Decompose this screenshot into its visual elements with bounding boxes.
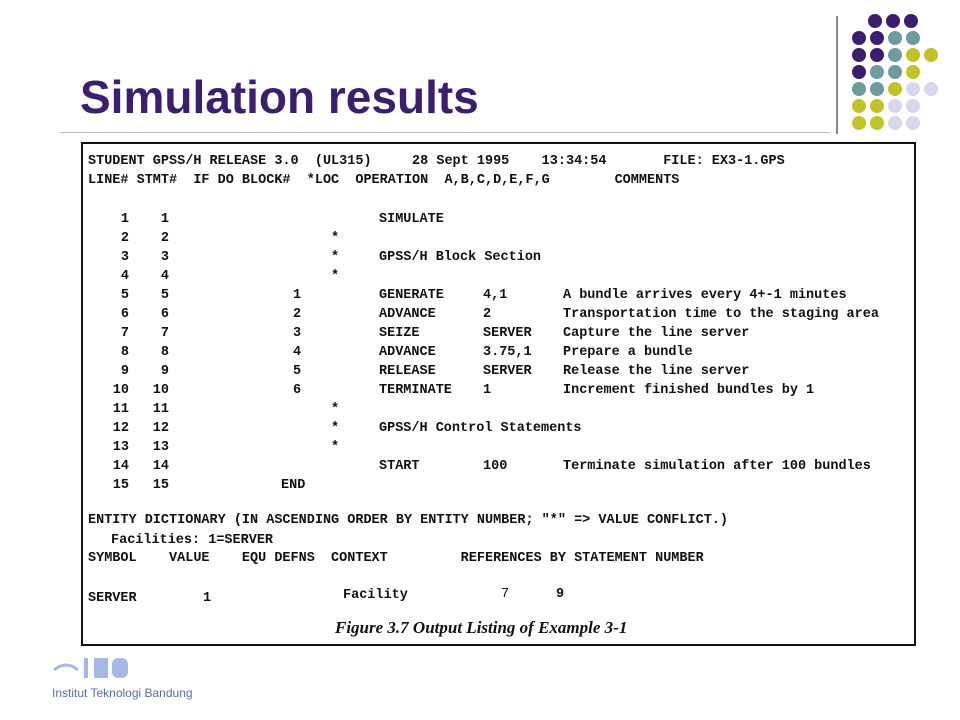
itb-logo bbox=[52, 652, 202, 712]
listing-line-number: 11 bbox=[112, 402, 129, 417]
divider-vertical bbox=[836, 16, 838, 134]
itb-logo-text: Institut Teknologi Bandung bbox=[52, 686, 193, 700]
listing-location-marker: * bbox=[331, 231, 340, 246]
listing-operation: GPSS/H Block Section bbox=[379, 250, 542, 265]
listing-block-number: 3 bbox=[293, 326, 302, 341]
listing-line-number: 7 bbox=[120, 326, 129, 341]
listing-operation: ADVANCE bbox=[379, 345, 436, 360]
symbol-context: Facility bbox=[343, 588, 408, 603]
decor-dot bbox=[904, 14, 918, 28]
decor-dot bbox=[906, 31, 920, 45]
decor-dot bbox=[906, 48, 920, 62]
listing-operation: SIMULATE bbox=[379, 212, 444, 227]
listing-operation: GENERATE bbox=[379, 288, 444, 303]
listing-statement-number: 12 bbox=[152, 421, 169, 436]
decor-dot bbox=[870, 31, 884, 45]
listing-comment: A bundle arrives every 4+-1 minutes bbox=[563, 288, 847, 303]
decor-dot bbox=[852, 82, 866, 96]
listing-operands: 3.75,1 bbox=[483, 345, 532, 360]
listing-header-line2: LINE# STMT# IF DO BLOCK# *LOC OPERATION A,B,C,D,E,F,G COMMENTS bbox=[88, 173, 680, 188]
decor-dot bbox=[888, 82, 902, 96]
listing-line-number: 4 bbox=[120, 269, 129, 284]
itb-logo-mark bbox=[52, 656, 192, 678]
listing-statement-number: 10 bbox=[152, 383, 169, 398]
decor-dot bbox=[870, 82, 884, 96]
listing-statement-number: 3 bbox=[160, 250, 169, 265]
listing-operation: START bbox=[379, 459, 420, 474]
symbol-ref-2: 9 bbox=[556, 587, 565, 602]
decor-dot bbox=[868, 14, 882, 28]
listing-statement-number: 1 bbox=[160, 212, 169, 227]
symbol-name: SERVER bbox=[88, 591, 137, 606]
decor-dot bbox=[906, 65, 920, 79]
facilities-line: Facilities: 1=SERVER bbox=[111, 533, 274, 548]
listing-block-number: 6 bbox=[293, 383, 302, 398]
listing-statement-number: 2 bbox=[160, 231, 169, 246]
decor-dot bbox=[888, 65, 902, 79]
listing-location-marker: * bbox=[331, 250, 340, 265]
listing-line-number: 2 bbox=[120, 231, 129, 246]
decor-dot bbox=[852, 116, 866, 130]
listing-line-number: 8 bbox=[120, 345, 129, 360]
decor-dot bbox=[870, 48, 884, 62]
listing-operation: TERMINATE bbox=[379, 383, 452, 398]
listing-location-marker: * bbox=[331, 421, 340, 436]
listing-statement-number: 7 bbox=[160, 326, 169, 341]
output-listing-figure bbox=[81, 142, 916, 646]
listing-comment: Prepare a bundle bbox=[563, 345, 693, 360]
listing-operands: 4,1 bbox=[483, 288, 508, 303]
listing-location-marker: * bbox=[331, 269, 340, 284]
listing-line-number: 15 bbox=[112, 478, 129, 493]
listing-statement-number: 5 bbox=[160, 288, 169, 303]
decor-dot bbox=[852, 65, 866, 79]
symbol-ref-1: 7 bbox=[501, 587, 510, 602]
listing-line-number: 14 bbox=[112, 459, 129, 474]
listing-line-number: 13 bbox=[112, 440, 129, 455]
listing-statement-number: 13 bbox=[152, 440, 169, 455]
listing-comment: Terminate simulation after 100 bundles bbox=[563, 459, 871, 474]
entity-dictionary-title: ENTITY DICTIONARY (IN ASCENDING ORDER BY ENTITY NUMBER; "*" => VALUE CONFLICT.) bbox=[88, 513, 729, 528]
decor-dot bbox=[888, 99, 902, 113]
decor-dot bbox=[888, 31, 902, 45]
listing-line-number: 10 bbox=[112, 383, 129, 398]
decor-dot bbox=[852, 48, 866, 62]
listing-comment: Transportation time to the staging area bbox=[563, 307, 879, 322]
divider-horizontal bbox=[60, 132, 830, 133]
symbol-table-header: SYMBOL VALUE EQU DEFNS CONTEXT REFERENCES BY STATEMENT NUMBER bbox=[88, 551, 704, 566]
listing-operands: 100 bbox=[483, 459, 508, 474]
decor-dot bbox=[924, 48, 938, 62]
decor-dot bbox=[870, 65, 884, 79]
slide-title: Simulation results bbox=[80, 71, 479, 123]
listing-comment: Increment finished bundles by 1 bbox=[563, 383, 815, 398]
listing-operands: 1 bbox=[483, 383, 492, 398]
decor-dot bbox=[852, 99, 866, 113]
decor-dot bbox=[906, 82, 920, 96]
decor-dot bbox=[886, 14, 900, 28]
decor-dot bbox=[924, 82, 938, 96]
listing-block-number: END bbox=[281, 478, 306, 493]
decor-dot bbox=[888, 48, 902, 62]
listing-line-number: 12 bbox=[112, 421, 129, 436]
figure-caption: Figure 3.7 Output Listing of Example 3-1 bbox=[335, 618, 628, 637]
listing-line-number: 6 bbox=[120, 307, 129, 322]
listing-location-marker: * bbox=[331, 440, 340, 455]
listing-operation: ADVANCE bbox=[379, 307, 436, 322]
listing-line-number: 9 bbox=[120, 364, 129, 379]
decorative-dot-grid bbox=[852, 14, 952, 138]
listing-operation: RELEASE bbox=[379, 364, 436, 379]
decor-dot bbox=[888, 116, 902, 130]
listing-line-number: 5 bbox=[120, 288, 129, 303]
listing-operands: SERVER bbox=[483, 364, 532, 379]
listing-statement-number: 14 bbox=[152, 459, 169, 474]
listing-operation: SEIZE bbox=[379, 326, 420, 341]
symbol-value: 1 bbox=[203, 591, 212, 606]
listing-statement-number: 4 bbox=[160, 269, 169, 284]
listing-statement-number: 15 bbox=[152, 478, 169, 493]
listing-operands: SERVER bbox=[483, 326, 532, 341]
decor-dot bbox=[852, 31, 866, 45]
decor-dot bbox=[870, 99, 884, 113]
listing-block-number: 1 bbox=[293, 288, 302, 303]
listing-line-number: 3 bbox=[120, 250, 129, 265]
listing-header-line1: STUDENT GPSS/H RELEASE 3.0 (UL315) 28 Sept 1995 13:34:54 FILE: EX3-1.GPS bbox=[88, 154, 785, 169]
decor-dot bbox=[870, 116, 884, 130]
listing-statement-number: 9 bbox=[160, 364, 169, 379]
listing-comment: Release the line server bbox=[563, 364, 750, 379]
listing-operation: GPSS/H Control Statements bbox=[379, 421, 582, 436]
listing-operands: 2 bbox=[483, 307, 492, 322]
listing-statement-number: 11 bbox=[152, 402, 169, 417]
listing-statement-number: 8 bbox=[160, 345, 169, 360]
listing-block-number: 5 bbox=[293, 364, 302, 379]
listing-line-number: 1 bbox=[120, 212, 129, 227]
listing-location-marker: * bbox=[331, 402, 340, 417]
decor-dot bbox=[906, 116, 920, 130]
decor-dot bbox=[906, 99, 920, 113]
listing-block-number: 4 bbox=[293, 345, 302, 360]
listing-statement-number: 6 bbox=[160, 307, 169, 322]
listing-comment: Capture the line server bbox=[563, 326, 750, 341]
listing-block-number: 2 bbox=[293, 307, 302, 322]
